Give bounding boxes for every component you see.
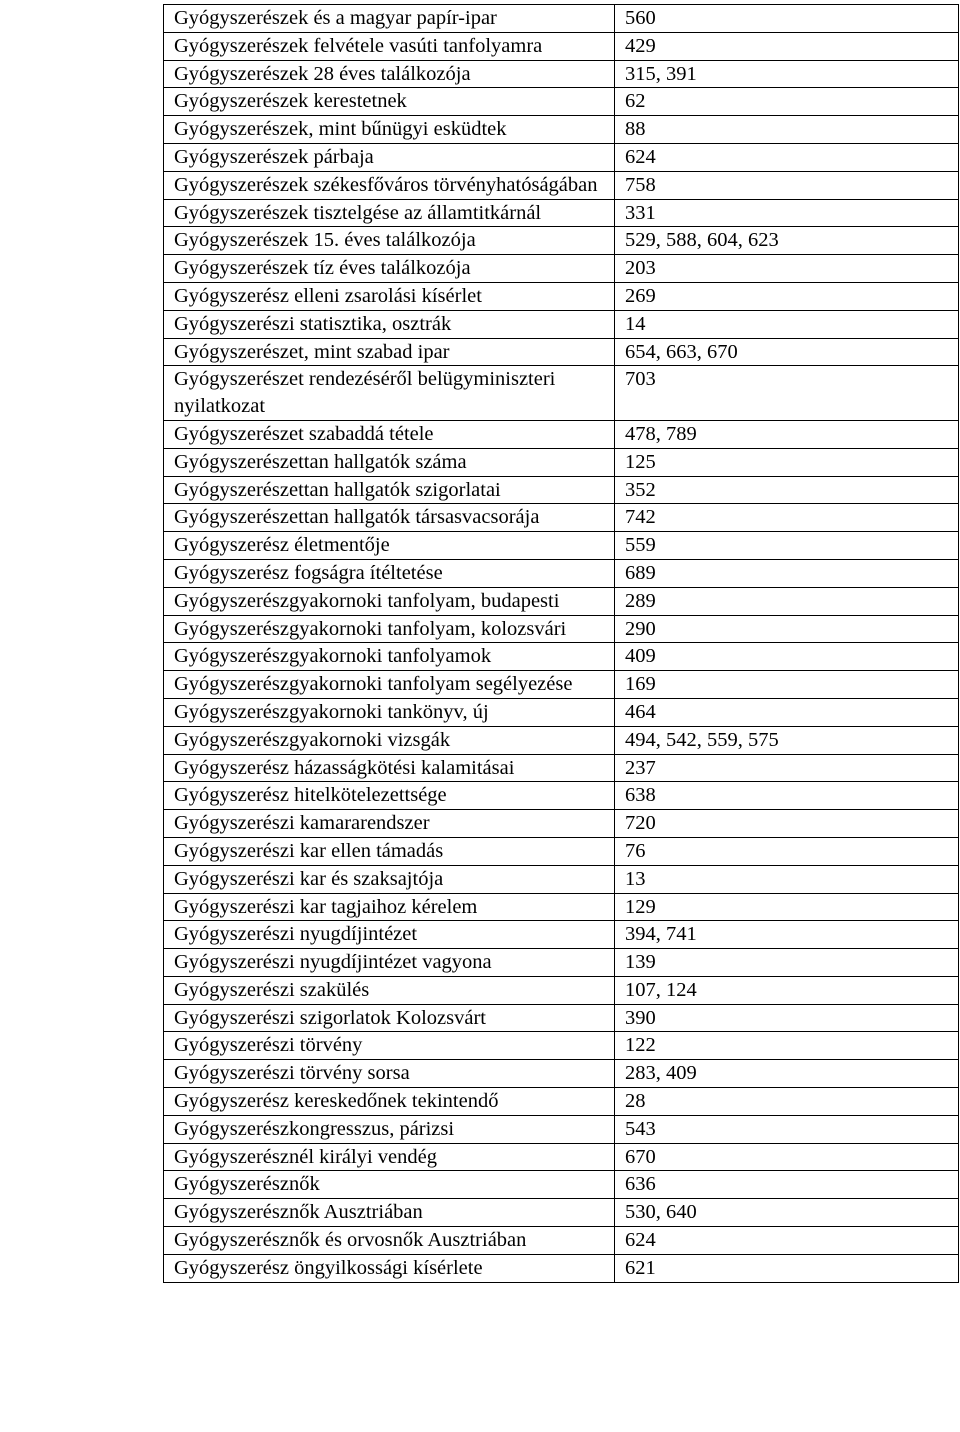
index-term: Gyógyszerésznél királyi vendég [164,1143,615,1171]
index-term: Gyógyszerésznők [164,1171,615,1199]
table-row [164,754,959,782]
index-term: Gyógyszerészgyakornoki tanfolyam, kolozsvári [164,615,615,643]
index-pages: 289 [615,587,959,615]
table-row [164,1199,959,1227]
index-term: Gyógyszerészek és a magyar papír-ipar [164,5,615,33]
index-term: Gyógyszerészi törvény [164,1032,615,1060]
table-row [164,1004,959,1032]
index-term: Gyógyszerészi kar tagjaihoz kérelem [164,893,615,921]
table-row [164,1171,959,1199]
table-row [164,338,959,366]
index-term: Gyógyszerészettan hallgatók szigorlatai [164,476,615,504]
index-term: Gyógyszerész elleni zsarolási kísérlet [164,282,615,310]
table-row [164,227,959,255]
index-term: Gyógyszerész fogságra ítéltetése [164,559,615,587]
index-pages: 689 [615,559,959,587]
index-pages: 237 [615,754,959,782]
index-term: Gyógyszerészek tisztelgése az államtitkárnál [164,199,615,227]
index-pages: 559 [615,532,959,560]
index-pages: 122 [615,1032,959,1060]
index-term: Gyógyszerészi szakülés [164,976,615,1004]
index-pages: 621 [615,1254,959,1282]
index-term: Gyógyszerészgyakornoki tankönyv, új [164,698,615,726]
table-row [164,1088,959,1116]
table-row [164,420,959,448]
index-term: Gyógyszerész hitelkötelezettsége [164,782,615,810]
index-table [163,4,959,1283]
table-row [164,366,959,421]
index-term: Gyógyszerészek felvétele vasúti tanfolyamra [164,32,615,60]
table-row [164,476,959,504]
table-row [164,837,959,865]
index-pages: 494, 542, 559, 575 [615,726,959,754]
index-pages: 13 [615,865,959,893]
table-row [164,448,959,476]
table-row [164,532,959,560]
table-row [164,282,959,310]
table-row [164,865,959,893]
index-pages: 62 [615,88,959,116]
table-row [164,698,959,726]
table-row [164,1254,959,1282]
index-pages: 409 [615,643,959,671]
index-pages: 742 [615,504,959,532]
index-pages: 125 [615,448,959,476]
index-term: Gyógyszerészek székesfőváros törvényhatóságában [164,171,615,199]
table-row [164,504,959,532]
index-pages: 478, 789 [615,420,959,448]
table-row [164,116,959,144]
index-pages: 14 [615,310,959,338]
index-term: Gyógyszerészi törvény sorsa [164,1060,615,1088]
index-term: Gyógyszerészgyakornoki vizsgák [164,726,615,754]
index-pages: 331 [615,199,959,227]
index-term: Gyógyszerész életmentője [164,532,615,560]
index-pages: 390 [615,1004,959,1032]
table-row [164,88,959,116]
index-term: Gyógyszerészet, mint szabad ipar [164,338,615,366]
table-row [164,976,959,1004]
index-pages: 129 [615,893,959,921]
table-row [164,310,959,338]
index-term: Gyógyszerészek 15. éves találkozója [164,227,615,255]
index-pages: 315, 391 [615,60,959,88]
index-pages: 703 [615,366,959,421]
table-row [164,587,959,615]
index-term: Gyógyszerészet rendezéséről belügyminiszteri nyilatkozat [164,366,615,421]
index-pages: 529, 588, 604, 623 [615,227,959,255]
index-term: Gyógyszerészettan hallgatók társasvacsorája [164,504,615,532]
table-row [164,559,959,587]
index-pages: 758 [615,171,959,199]
index-term: Gyógyszerészi statisztika, osztrák [164,310,615,338]
index-pages: 107, 124 [615,976,959,1004]
table-row [164,921,959,949]
index-pages: 530, 640 [615,1199,959,1227]
index-pages: 429 [615,32,959,60]
index-term: Gyógyszerész kereskedőnek tekintendő [164,1088,615,1116]
index-term: Gyógyszerészgyakornoki tanfolyamok [164,643,615,671]
table-row [164,1032,959,1060]
index-term: Gyógyszerészi kar és szaksajtója [164,865,615,893]
index-term: Gyógyszerészet szabaddá tétele [164,420,615,448]
index-pages: 543 [615,1115,959,1143]
index-term: Gyógyszerészgyakornoki tanfolyam segélyezése [164,671,615,699]
index-pages: 394, 741 [615,921,959,949]
table-row [164,615,959,643]
index-term: Gyógyszerésznők Ausztriában [164,1199,615,1227]
table-row [164,5,959,33]
index-pages: 28 [615,1088,959,1116]
table-row [164,171,959,199]
index-pages: 169 [615,671,959,699]
table-row [164,643,959,671]
index-term: Gyógyszerészi kar ellen támadás [164,837,615,865]
index-term: Gyógyszerész öngyilkossági kísérlete [164,1254,615,1282]
index-term: Gyógyszerészi nyugdíjintézet vagyona [164,949,615,977]
index-term: Gyógyszerészi nyugdíjintézet [164,921,615,949]
index-term: Gyógyszerészek 28 éves találkozója [164,60,615,88]
index-pages: 560 [615,5,959,33]
table-row [164,255,959,283]
table-row [164,893,959,921]
index-term: Gyógyszerészi kamararendszer [164,810,615,838]
index-pages: 269 [615,282,959,310]
index-pages: 624 [615,143,959,171]
index-term: Gyógyszerész házasságkötési kalamitásai [164,754,615,782]
index-pages: 720 [615,810,959,838]
index-pages: 76 [615,837,959,865]
index-term: Gyógyszerészek kerestetnek [164,88,615,116]
index-term: Gyógyszerészi szigorlatok Kolozsvárt [164,1004,615,1032]
index-term: Gyógyszerészgyakornoki tanfolyam, budapesti [164,587,615,615]
index-pages: 636 [615,1171,959,1199]
table-row [164,949,959,977]
table-row [164,60,959,88]
table-row [164,143,959,171]
index-pages: 638 [615,782,959,810]
index-pages: 654, 663, 670 [615,338,959,366]
index-term: Gyógyszerészkongresszus, párizsi [164,1115,615,1143]
table-row [164,32,959,60]
index-pages: 670 [615,1143,959,1171]
index-term: Gyógyszerészek tíz éves találkozója [164,255,615,283]
table-row [164,810,959,838]
index-pages: 464 [615,698,959,726]
table-row [164,199,959,227]
table-row [164,726,959,754]
index-pages: 352 [615,476,959,504]
index-term: Gyógyszerészek, mint bűnügyi esküdtek [164,116,615,144]
table-row [164,671,959,699]
index-term: Gyógyszerészettan hallgatók száma [164,448,615,476]
table-row [164,782,959,810]
table-row [164,1115,959,1143]
index-term: Gyógyszerészek párbaja [164,143,615,171]
index-pages: 290 [615,615,959,643]
index-table-body [164,5,959,1283]
index-pages: 139 [615,949,959,977]
table-row [164,1143,959,1171]
index-term: Gyógyszerésznők és orvosnők Ausztriában [164,1227,615,1255]
index-pages: 88 [615,116,959,144]
index-pages: 203 [615,255,959,283]
index-pages: 283, 409 [615,1060,959,1088]
index-pages: 624 [615,1227,959,1255]
table-row [164,1227,959,1255]
table-row [164,1060,959,1088]
